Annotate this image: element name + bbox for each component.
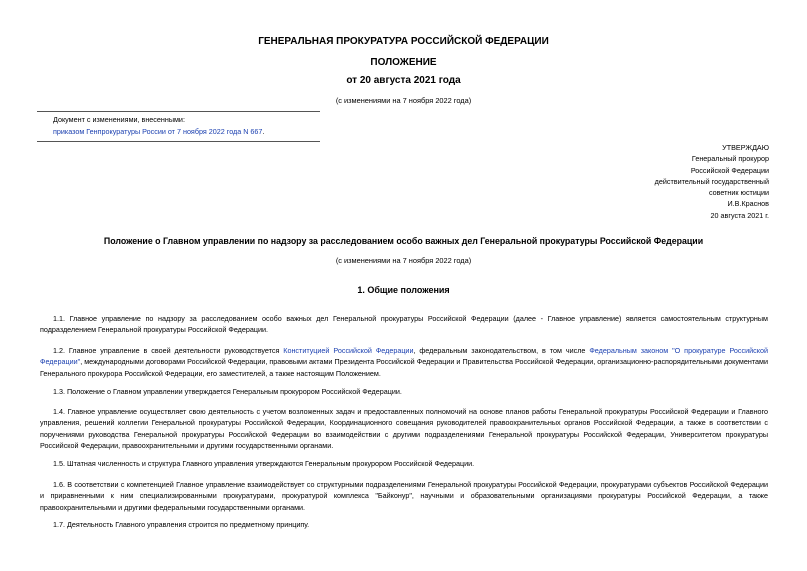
note-top-rule (37, 111, 320, 112)
doc-date: от 20 августа 2021 года (346, 75, 461, 86)
note-bottom-rule (37, 141, 320, 142)
approval-line: И.В.Краснов (727, 199, 769, 209)
approval-line: действительный государственный (654, 176, 769, 186)
constitution-link[interactable]: Конституцией Российской Федерации (283, 346, 414, 355)
document-title: Положение о Главном управлении по надзору за расследованием особо важных дел Генеральной прокуратуры Российской Федерации (103, 236, 704, 246)
paragraph-1-5: 1.5. Штатная численность и структура Главного управления утверждаются Генеральным прокурором Российской Федерации. (53, 459, 475, 468)
changes-note-intro: Документ с изменениями, внесенными: (53, 115, 185, 124)
paragraph-1-4: 1.4. Главное управление осуществляет свою деятельность с учетом возложенных задач и предоставленных полномочий на основе планов работы Генеральной прокуратуры Российской Федерации и Главного управления, решений коллегии Генеральной прокуратуры Российской Федерации, Координационного совещания руководителей правоохранительных органов Российской Федерации, а также в соответствии с поручениями руководства Генеральной прокуратуры Российской Федерации во взаимодействии с другими подразделениями Генеральной прокуратуры Российской Федерации, Университетом прокуратуры Российской Федерации, правоохранительными и другими государственными органами. (40, 407, 768, 450)
approval-line: 20 августа 2021 г. (710, 210, 769, 220)
paragraph-1-1: 1.1. Главное управление по надзору за расследованием особо важных дел Генеральной прокуратуры Российской Федерации (далее - Главное управление) является самостоятельным структурным подразделением Генеральной прокуратуры Российской Федерации. (40, 314, 768, 335)
prosecution-law-link[interactable]: Федеральным законом "О прокуратуре Российской Федерации" (40, 346, 768, 367)
approval-line: Российской Федерации (690, 165, 769, 175)
changes-note-line (53, 126, 264, 138)
approval-line: УТВЕРЖДАЮ (722, 143, 769, 152)
paragraph-1-3: 1.3. Положение о Главном управлении утверждается Генеральным прокурором Российской Федерации. (53, 387, 402, 396)
paragraph-1-6: 1.6. В соответствии с компетенцией Главное управление взаимодействует со структурными подразделениями Генеральной прокуратуры Российской Федерации, прокуратурами субъектов Российской Федерации и приравненными к ним специализированными прокуратурами, прокуратурой комплекса "Байконур", научными и образовательными организациями прокуратуры Российской Федерации, а также правоохранительными и другими федеральными государственными органами. (40, 480, 768, 512)
approval-line: советник юстиции (708, 188, 769, 198)
section-title: 1. Общие положения (357, 285, 450, 295)
org-heading: ГЕНЕРАЛЬНАЯ ПРОКУРАТУРА РОССИЙСКОЙ ФЕДЕРАЦИИ (258, 36, 549, 47)
p2-text-b: , федеральным законодательством, в том числе (413, 346, 590, 355)
approval-line: Генеральный прокурор (691, 154, 769, 164)
changes-note-tail: . (262, 127, 265, 136)
approval-block (655, 142, 769, 221)
paragraph-1-2 (40, 345, 768, 379)
p2-text-a: 1.2. Главное управление в своей деятельности руководствуется (53, 346, 284, 355)
paragraph-1-7: 1.7. Деятельность Главного управления строится по предметному принципу. (53, 520, 310, 529)
title-amendments: (с изменениями на 7 ноября 2022 года) (335, 256, 472, 265)
changes-note (53, 114, 264, 138)
doc-type-heading: ПОЛОЖЕНИЕ (370, 57, 437, 68)
amendment-order-link[interactable]: приказом Генпрокуратуры России от 7 ноября 2022 года N 667 (53, 127, 263, 136)
header-amendments: (с изменениями на 7 ноября 2022 года) (335, 96, 472, 105)
p2-text-c: , международными договорами Российской Федерации, правовыми актами Президента Российской Федерации и Правительства Российской Федерации, организационно-распорядительными документами Генерального прокурора Российской Федерации, его заместителей, а также настоящим Положением. (40, 357, 768, 378)
